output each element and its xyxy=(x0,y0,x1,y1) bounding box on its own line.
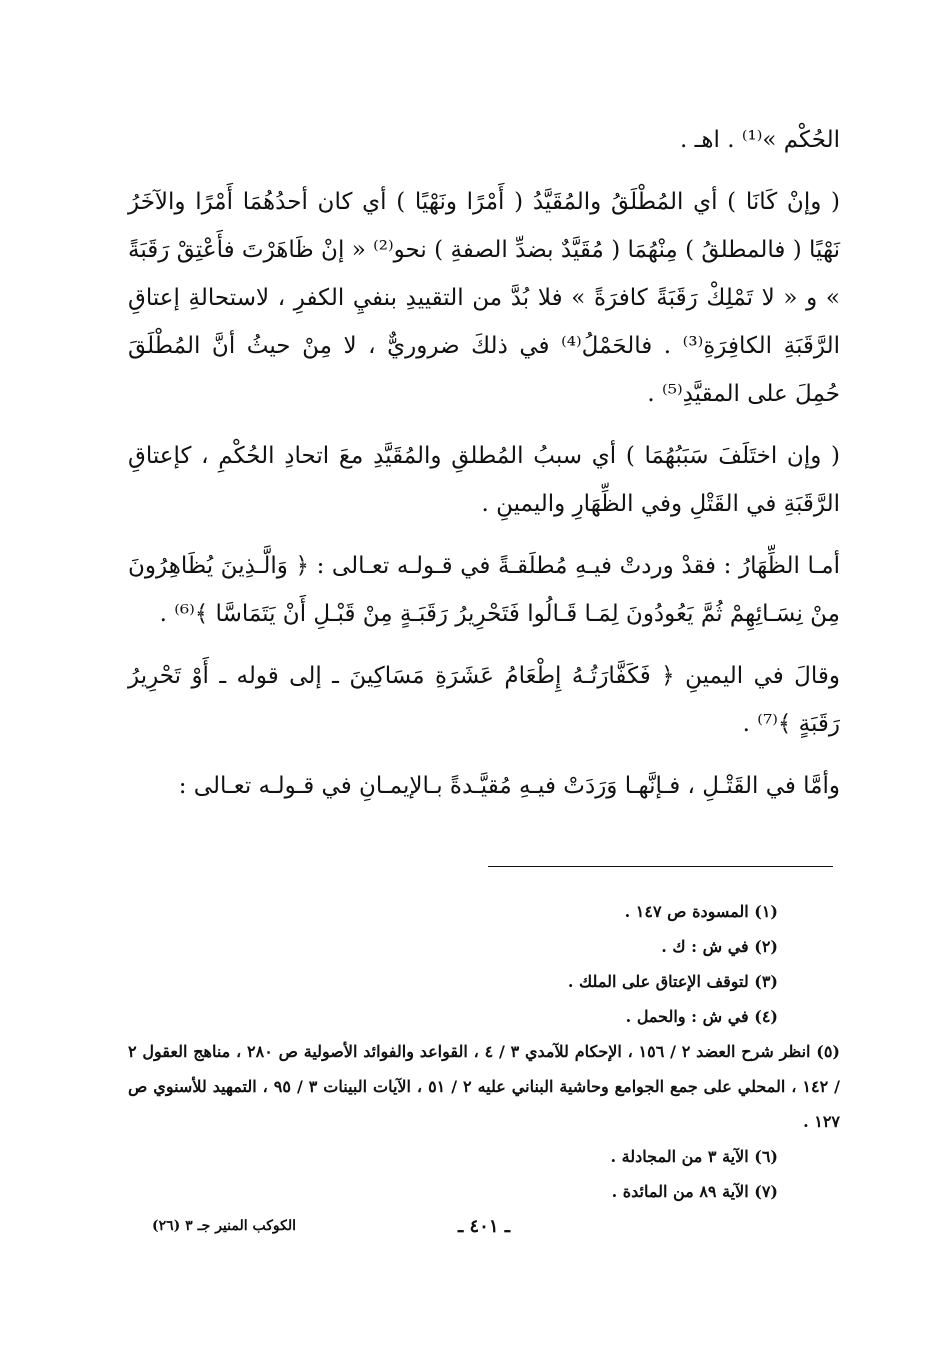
page-footer xyxy=(128,1216,840,1246)
main-text xyxy=(128,116,840,824)
footnote-4: (٤) في ش : والحمل . xyxy=(625,1007,778,1026)
footnote-7: (٧) الآية ٨٩ من المائدة . xyxy=(611,1182,778,1201)
paragraph-5: وقالَ في اليمينِ ﴿ فَكَفَّارَتُـهُ إِطْعَامُ عَشَرَةِ مَسَاكِينَ ـ إلى قوله ـ أَوْ تَحْرِيرُ رَقَبَةٍ ﴾⁽⁷⁾ . xyxy=(128,663,840,737)
footnote-1: (١) المسودة ص ١٤٧ . xyxy=(624,902,778,921)
paragraph-1: الحُكْم »⁽¹⁾ . اهـ . xyxy=(680,127,840,153)
print-signature: الكوكب المنير جـ ٣ (٢٦) xyxy=(152,1218,297,1234)
paragraph-4: أمـا الظِّهَارُ : فقدْ وردتْ فيـهِ مُطلَقـةً في قـولـه تعـالى : ﴿ وَالَّـذِينَ يُظَاهِرُونَ مِنْ نِسَـائِهِمْ ثُمَّ يَعُودُونَ لِمَـا قَـالُوا فَتَحْرِيرُ رَقَبَـةٍ مِنْ قَبْـلِ أَنْ يَتَمَاسَّا ﴾⁽⁶⁾ . xyxy=(128,553,840,627)
paragraph-2: ( وإنْ كَانَا ) أي المُطْلَقُ والمُقَيَّدُ ( أَمْرًا ونَهْيًا ) أي كان أحدُهُمَا أَمْرًا والآخَرُ نَهْيًا ( فالمطلقُ ) مِنْهُمَا ( مُقَيَّدٌ بضدِّ الصفةِ ) نحو⁽²⁾ « إنْ ظَاهَرْتَ فأَعْتِقْ رَقَبَةً » و « لا تَمْلِكْ رَقَبَةً كافرَةً » فلا بُدَّ من التقييدِ بنفيِ الكفرِ ، لاستحالةِ إعتاقِ الرَّقَبَةِ الكافِرَةِ⁽³⁾ . فالحَمْلُ⁽⁴⁾ في ذلكَ ضروريٌّ ، لا مِنْ حيثُ أنَّ المُطْلَقَ حُمِلَ على المقيَّدِ⁽⁵⁾ . xyxy=(128,189,840,407)
paragraph-6: وأمَّا في القَتْـلِ ، فـإنَّهـا وَرَدَتْ فيـهِ مُقيَّـدةً بـالإيمـانِ في قـولـه تعـالى : xyxy=(178,773,840,799)
footnotes xyxy=(128,894,840,1209)
footnote-separator xyxy=(488,866,833,867)
footnote-2: (٢) في ش : ك . xyxy=(661,937,778,956)
footnote-5: (٥) انظر شرح العضد ٢ / ١٥٦ ، الإحكام للآمدي ٣ / ٤ ، القواعد والفوائد الأصولية ص ٢٨٠ ، مناهج العقول ٢ / ١٤٢ ، المحلي على جمع الجوامع وحاشية البناني عليه ٢ / ٥١ ، الآيات البينات ٣ / ٩٥ ، التمهيد للأسنوي ص ١٢٧ . xyxy=(128,1042,841,1131)
footnote-3: (٣) لتوقف الإعتاق على الملك . xyxy=(567,972,778,991)
paragraph-3: ( وإن اختَلَفَ سَبَبُهُمَا ) أي سببُ المُطلقِ والمُقَيَّدِ معَ اتحادِ الحُكْمِ ، كإعتاقِ الرَّقَبَةِ في القَتْلِ وفي الظِّهَارِ واليمينِ . xyxy=(128,443,840,517)
footnote-6: (٦) الآية ٣ من المجادلة . xyxy=(610,1147,778,1166)
page-number: ـ ٤٠١ ـ xyxy=(457,1216,511,1237)
